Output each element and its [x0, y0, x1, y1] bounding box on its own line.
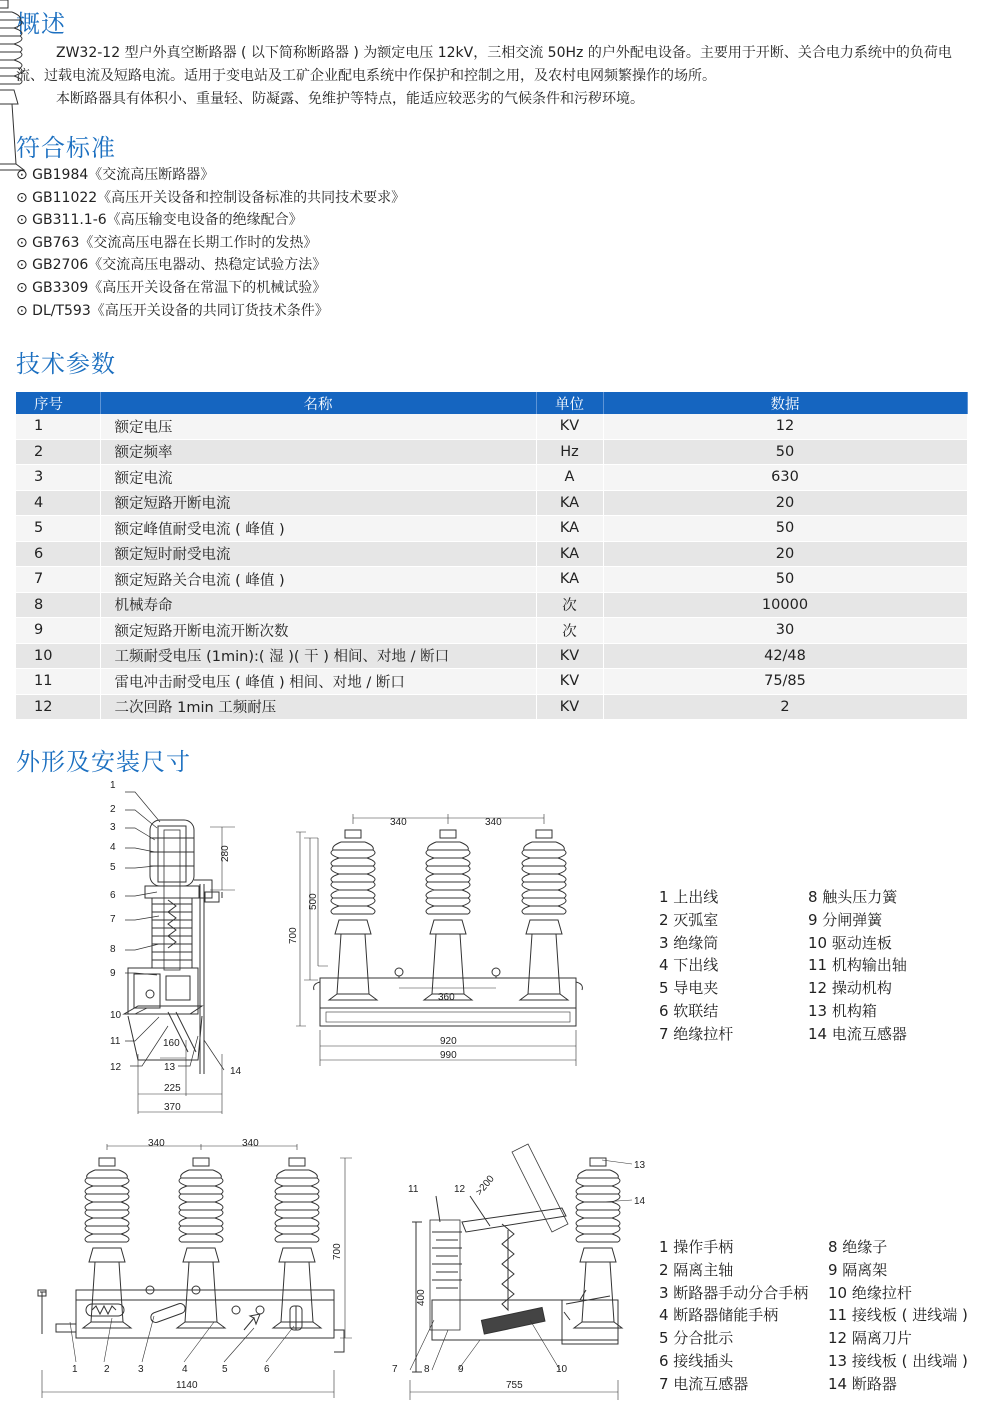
fig2-dim: 990: [440, 1050, 457, 1061]
figure-isolator-side: [410, 1144, 632, 1400]
legend-item: 2 灭弧室: [659, 910, 719, 929]
overview-paragraph-1: ZW32-12 型户外真空断路器 ( 以下简称断路器 ) 为额定电压 12kV，三相交流 50Hz 的户外配电设备。主要用于开断、关合电力系统中的负荷电流、过载电流及短路电流。适用于变电站及工矿企业配电系统中作保护和控制之用，及农村电网频繁操作的场所。: [16, 45, 952, 84]
cell-name: 额定电压: [100, 414, 536, 439]
legend-item: 9 隔离架: [828, 1260, 888, 1279]
legend-item: 10 驱动连板: [808, 933, 892, 952]
cell-value: 50: [603, 516, 967, 542]
cell-index: 4: [16, 490, 100, 516]
legend-item: 8 触头压力簧: [808, 888, 898, 906]
cell-index: 7: [16, 567, 100, 593]
legend-col-1b: [808, 886, 907, 1046]
fig3-label: 6: [264, 1364, 270, 1375]
fig4-label: 11: [408, 1184, 419, 1195]
cell-index: 12: [16, 694, 100, 720]
fig1-label: 1: [110, 780, 116, 791]
fig4-label: 14: [634, 1196, 646, 1207]
fig1-label: 10: [110, 1010, 122, 1021]
fig1-dim: 160: [163, 1038, 180, 1049]
fig2-dim: 500: [308, 893, 319, 910]
fig4-label: 12: [454, 1184, 466, 1195]
legend-item: 1 操作手柄: [659, 1238, 734, 1256]
cell-name: 额定电流: [100, 465, 536, 491]
cell-name: 额定峰值耐受电流 ( 峰值 ): [100, 516, 536, 542]
standard-item: ⊙ DL/T593《高压开关设备的共同订货技术条件》: [16, 302, 329, 319]
cell-name: 雷电冲击耐受电压 ( 峰值 ) 相间、对地 / 断口: [100, 669, 536, 695]
cell-value: 20: [603, 541, 967, 567]
cell-name: 额定频率: [100, 439, 536, 465]
standard-item: ⊙ GB11022《高压开关设备和控制设备标准的共同技术要求》: [16, 189, 406, 206]
cell-value: 50: [603, 439, 967, 465]
fig1-label: 4: [110, 842, 116, 853]
cell-name: 额定短时耐受电流: [100, 541, 536, 567]
legend-item: 8 绝缘子: [828, 1238, 888, 1256]
cell-index: 9: [16, 618, 100, 644]
fig3-label: 4: [182, 1364, 188, 1375]
fig1-label: 7: [110, 914, 116, 925]
header-value: 数据: [603, 392, 967, 414]
legend-item: 14 断路器: [828, 1374, 897, 1393]
standard-item: ⊙ GB1984《交流高压断路器》: [16, 167, 215, 183]
fig1-label: 6: [110, 890, 116, 901]
fig1-label: 13: [164, 1062, 176, 1073]
fig1-dim: 280: [220, 845, 231, 862]
cell-name: 额定短路开断电流开断次数: [100, 618, 536, 644]
legend-item: 11 机构输出轴: [808, 956, 907, 975]
fig2-dim: 920: [440, 1036, 457, 1047]
fig1-label: 12: [110, 1062, 122, 1073]
cell-name: 二次回路 1min 工频耐压: [100, 694, 536, 720]
overview-paragraph-2: 本断路器具有体积小、重量轻、防凝露、免维护等特点，能适应较恶劣的气候条件和污秽环境。: [56, 91, 644, 107]
cell-index: 6: [16, 541, 100, 567]
overview-heading: 概述: [16, 10, 66, 38]
fig1-label: 8: [110, 944, 116, 955]
legend-item: 1 上出线: [659, 888, 719, 906]
legend-item: 4 下出线: [659, 956, 719, 975]
legend-item: 7 电流互感器: [659, 1374, 749, 1393]
params-heading: 技术参数: [16, 350, 116, 378]
figure-operating-side-dims: [72, 1138, 343, 1391]
cell-index: 11: [16, 669, 100, 695]
fig1-label: 14: [230, 1066, 242, 1077]
cell-value: 75/85: [603, 669, 967, 695]
legend-item: 5 导电夹: [659, 979, 719, 998]
legend-item: 13 机构箱: [808, 1001, 877, 1020]
fig4-label: 13: [634, 1160, 646, 1171]
cell-value: 10000: [603, 592, 967, 618]
cell-value: 630: [603, 465, 967, 491]
cell-index: 2: [16, 439, 100, 465]
cell-value: 50: [603, 567, 967, 593]
cell-unit: KA: [536, 490, 603, 516]
fig4-dim: >200: [473, 1173, 497, 1198]
cell-name: 工频耐受电压 (1min):( 湿 )( 干 ) 相间、对地 / 断口: [100, 643, 536, 669]
legend-item: 3 断路器手动分合手柄: [659, 1283, 809, 1302]
cell-unit: KV: [536, 643, 603, 669]
legend-item: 9 分闸弹簧: [808, 910, 883, 929]
cell-unit: 次: [536, 618, 603, 644]
cell-index: 10: [16, 643, 100, 669]
legend-item: 14 电流互感器: [808, 1024, 907, 1043]
header-index: 序号: [16, 392, 100, 414]
fig3-label: 2: [104, 1364, 110, 1375]
fig3-dim: 1140: [176, 1380, 198, 1391]
cell-value: 12: [603, 414, 967, 439]
fig2-dim: 340: [390, 817, 407, 828]
cell-unit: KA: [536, 541, 603, 567]
fig3-label: 3: [138, 1364, 144, 1375]
standard-item: ⊙ GB3309《高压开关设备在常温下的机械试验》: [16, 279, 327, 296]
legend-item: 10 绝缘拉杆: [828, 1283, 912, 1302]
legend-item: 4 断路器储能手柄: [659, 1306, 779, 1325]
fig1-label: 11: [110, 1036, 121, 1047]
legend-item: 6 软联结: [659, 1001, 719, 1020]
cell-value: 30: [603, 618, 967, 644]
fig3-dim: 340: [242, 1138, 259, 1149]
legend-item: 7 绝缘拉杆: [659, 1024, 734, 1043]
standards-heading: 符合标准: [16, 134, 116, 162]
cell-name: 额定短路开断电流: [100, 490, 536, 516]
fig4-label: 10: [556, 1364, 568, 1375]
fig1-label: 9: [110, 968, 116, 979]
cell-name: 额定短路关合电流 ( 峰值 ): [100, 567, 536, 593]
standard-item: ⊙ GB2706《交流高压电器动、热稳定试验方法》: [16, 257, 327, 274]
legend-col-2a: [659, 1236, 808, 1396]
dimensions-heading: 外形及安装尺寸: [16, 748, 191, 776]
cell-unit: Hz: [536, 439, 603, 465]
header-unit: 单位: [536, 392, 603, 414]
fig1-dim: 370: [164, 1102, 181, 1113]
fig1-label: 3: [110, 822, 116, 833]
fig4-label: 8: [424, 1364, 430, 1375]
cell-unit: KV: [536, 414, 603, 439]
cell-unit: KA: [536, 567, 603, 593]
fig2-dim: 360: [438, 992, 455, 1003]
fig2-dim: 340: [485, 817, 502, 828]
legend-col-2b: [828, 1236, 968, 1396]
legend-item: 2 隔离主轴: [659, 1260, 734, 1279]
fig1-label: 2: [110, 804, 116, 815]
legend-item: 6 接线插头: [659, 1351, 734, 1370]
header-name: 名称: [100, 392, 536, 414]
cell-value: 20: [603, 490, 967, 516]
legend-item: 12 操动机构: [808, 979, 892, 998]
fig1-dim: 225: [164, 1083, 181, 1094]
cell-value: 42/48: [603, 643, 967, 669]
legend-col-1a: [659, 886, 733, 1046]
legend-item: 13 接线板 ( 出线端 ): [828, 1351, 968, 1370]
standard-item: ⊙ GB311.1-6《高压输变电设备的绝缘配合》: [16, 212, 303, 229]
fig3-label: 1: [72, 1364, 78, 1375]
fig3-label: 5: [222, 1364, 228, 1375]
legend-item: 11 接线板 ( 进线端 ): [828, 1306, 968, 1325]
cell-value: 2: [603, 694, 967, 720]
cell-unit: KV: [536, 694, 603, 720]
cell-unit: 次: [536, 592, 603, 618]
fig2-dim: 700: [288, 927, 299, 944]
cell-name: 机械寿命: [100, 592, 536, 618]
fig4-label: 7: [392, 1364, 398, 1375]
legend-item: 5 分合批示: [659, 1329, 734, 1348]
cell-index: 3: [16, 465, 100, 491]
figure-front-view: [0, 0, 582, 1066]
figure-side-section: [124, 792, 235, 1114]
cell-unit: KV: [536, 669, 603, 695]
cell-index: 8: [16, 592, 100, 618]
fig4-label: 9: [458, 1364, 464, 1375]
standard-item: ⊙ GB763《交流高压电器在长期工作时的发热》: [16, 234, 318, 251]
cell-unit: KA: [536, 516, 603, 542]
cell-index: 1: [16, 414, 100, 439]
fig1-label: 5: [110, 862, 116, 873]
fig4-dim: 400: [416, 1289, 427, 1306]
fig3-dim: 700: [332, 1243, 343, 1260]
fig4-dim: 755: [506, 1380, 523, 1391]
insulator-pole: [0, 0, 24, 170]
cell-index: 5: [16, 516, 100, 542]
cell-unit: A: [536, 465, 603, 491]
legend-item: 12 隔离刀片: [828, 1329, 912, 1348]
figure-operating-side: [38, 1144, 352, 1398]
legend-item: 3 绝缘筒: [659, 933, 719, 952]
fig3-dim: 340: [148, 1138, 165, 1149]
